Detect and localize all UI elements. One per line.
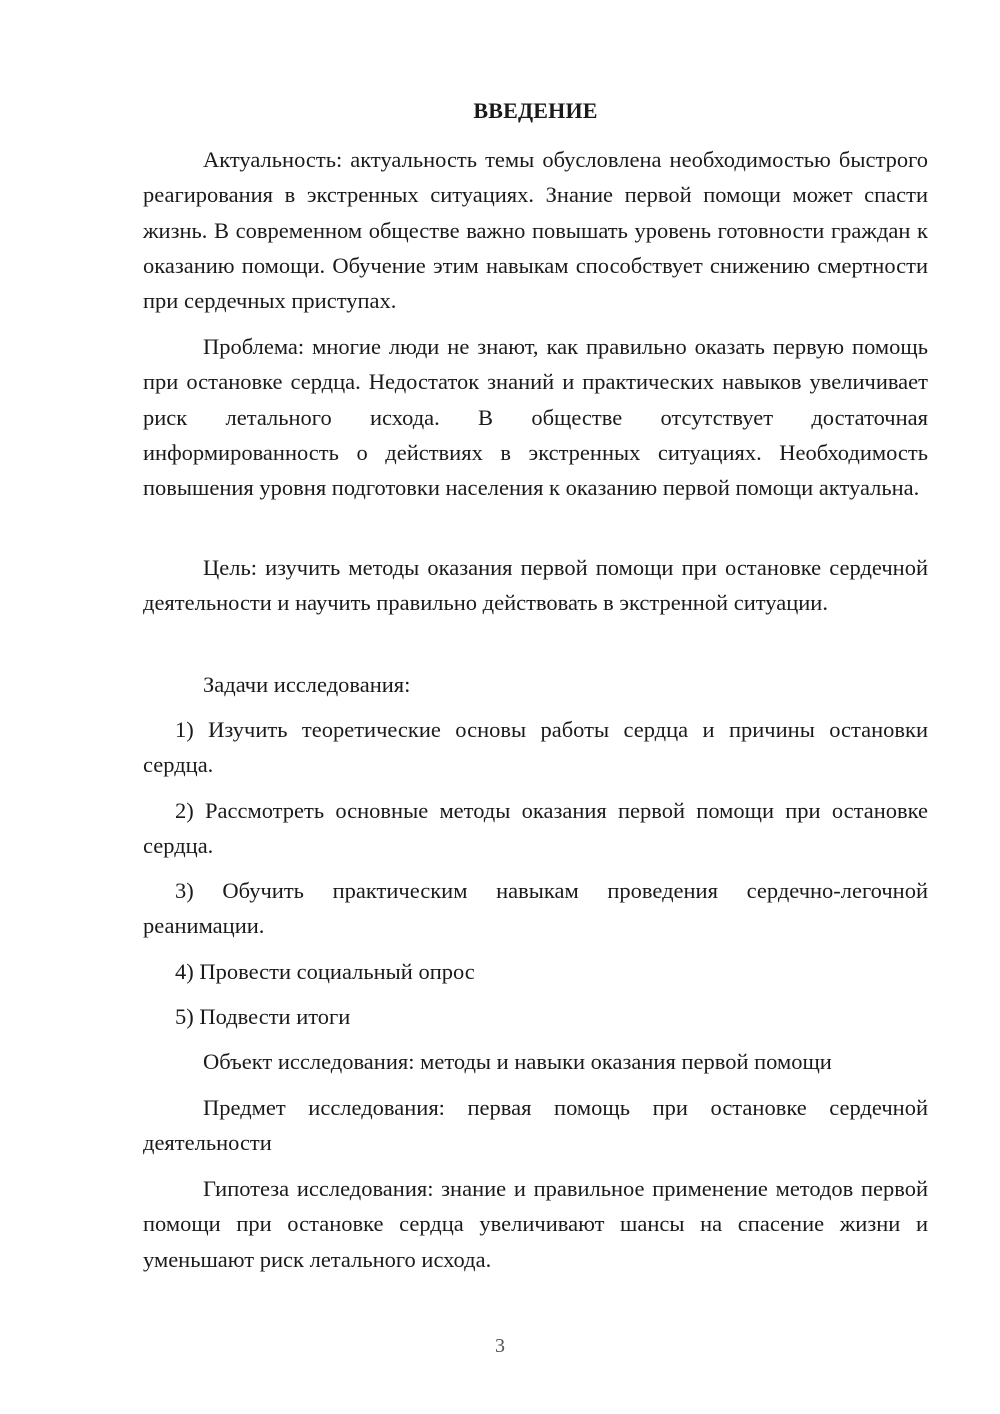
task-item-3: 3) Обучить практическим навыкам проведения сердечно-легочной реанимации. (143, 878, 928, 939)
task-item-1: 1) Изучить теоретические основы работы сердца и причины остановки сердца. (143, 717, 928, 778)
task-item-5: 5) Подвести итоги (175, 1004, 351, 1029)
page-title: ВВЕДЕНИЕ (473, 98, 598, 123)
tasks-heading: Задачи исследования: (203, 672, 411, 697)
object-paragraph: Объект исследования: методы и навыки оказания первой помощи (203, 1049, 832, 1074)
goal-paragraph: Цель: изучить методы оказания первой помощи при остановке сердечной деятельности и научить правильно действовать в экстренной ситуации. (143, 555, 928, 616)
relevance-paragraph: Актуальность: актуальность темы обусловлена необходимостью быстрого реагирования в экстренных ситуациях. Знание первой помощи может спасти жизнь. В современном обществе важно повышать уровень готовности граждан к оказанию помощи. Обучение этим навыкам способствует снижению смертности при сердечных приступах. (143, 147, 928, 314)
page-number: 3 (495, 1335, 505, 1357)
task-item-2: 2) Рассмотреть основные методы оказания первой помощи при остановке сердца. (143, 798, 928, 859)
task-item-4: 4) Провести социальный опрос (175, 959, 475, 984)
hypothesis-paragraph: Гипотеза исследования: знание и правильное применение методов первой помощи при остановке сердца увеличивают шансы на спасение жизни и уменьшают риск летального исхода. (143, 1176, 928, 1272)
subject-paragraph: Предмет исследования: первая помощь при остановке сердечной деятельности (143, 1095, 928, 1156)
problem-paragraph: Проблема: многие люди не знают, как правильно оказать первую помощь при остановке сердца. Недостаток знаний и практических навыков увеличивает риск летального исхода. В обществе отсутствует достаточная информированность о действиях в экстренных ситуациях. Необходимость повышения уровня подготовки населения к оказанию первой помощи актуальна. (143, 334, 928, 501)
